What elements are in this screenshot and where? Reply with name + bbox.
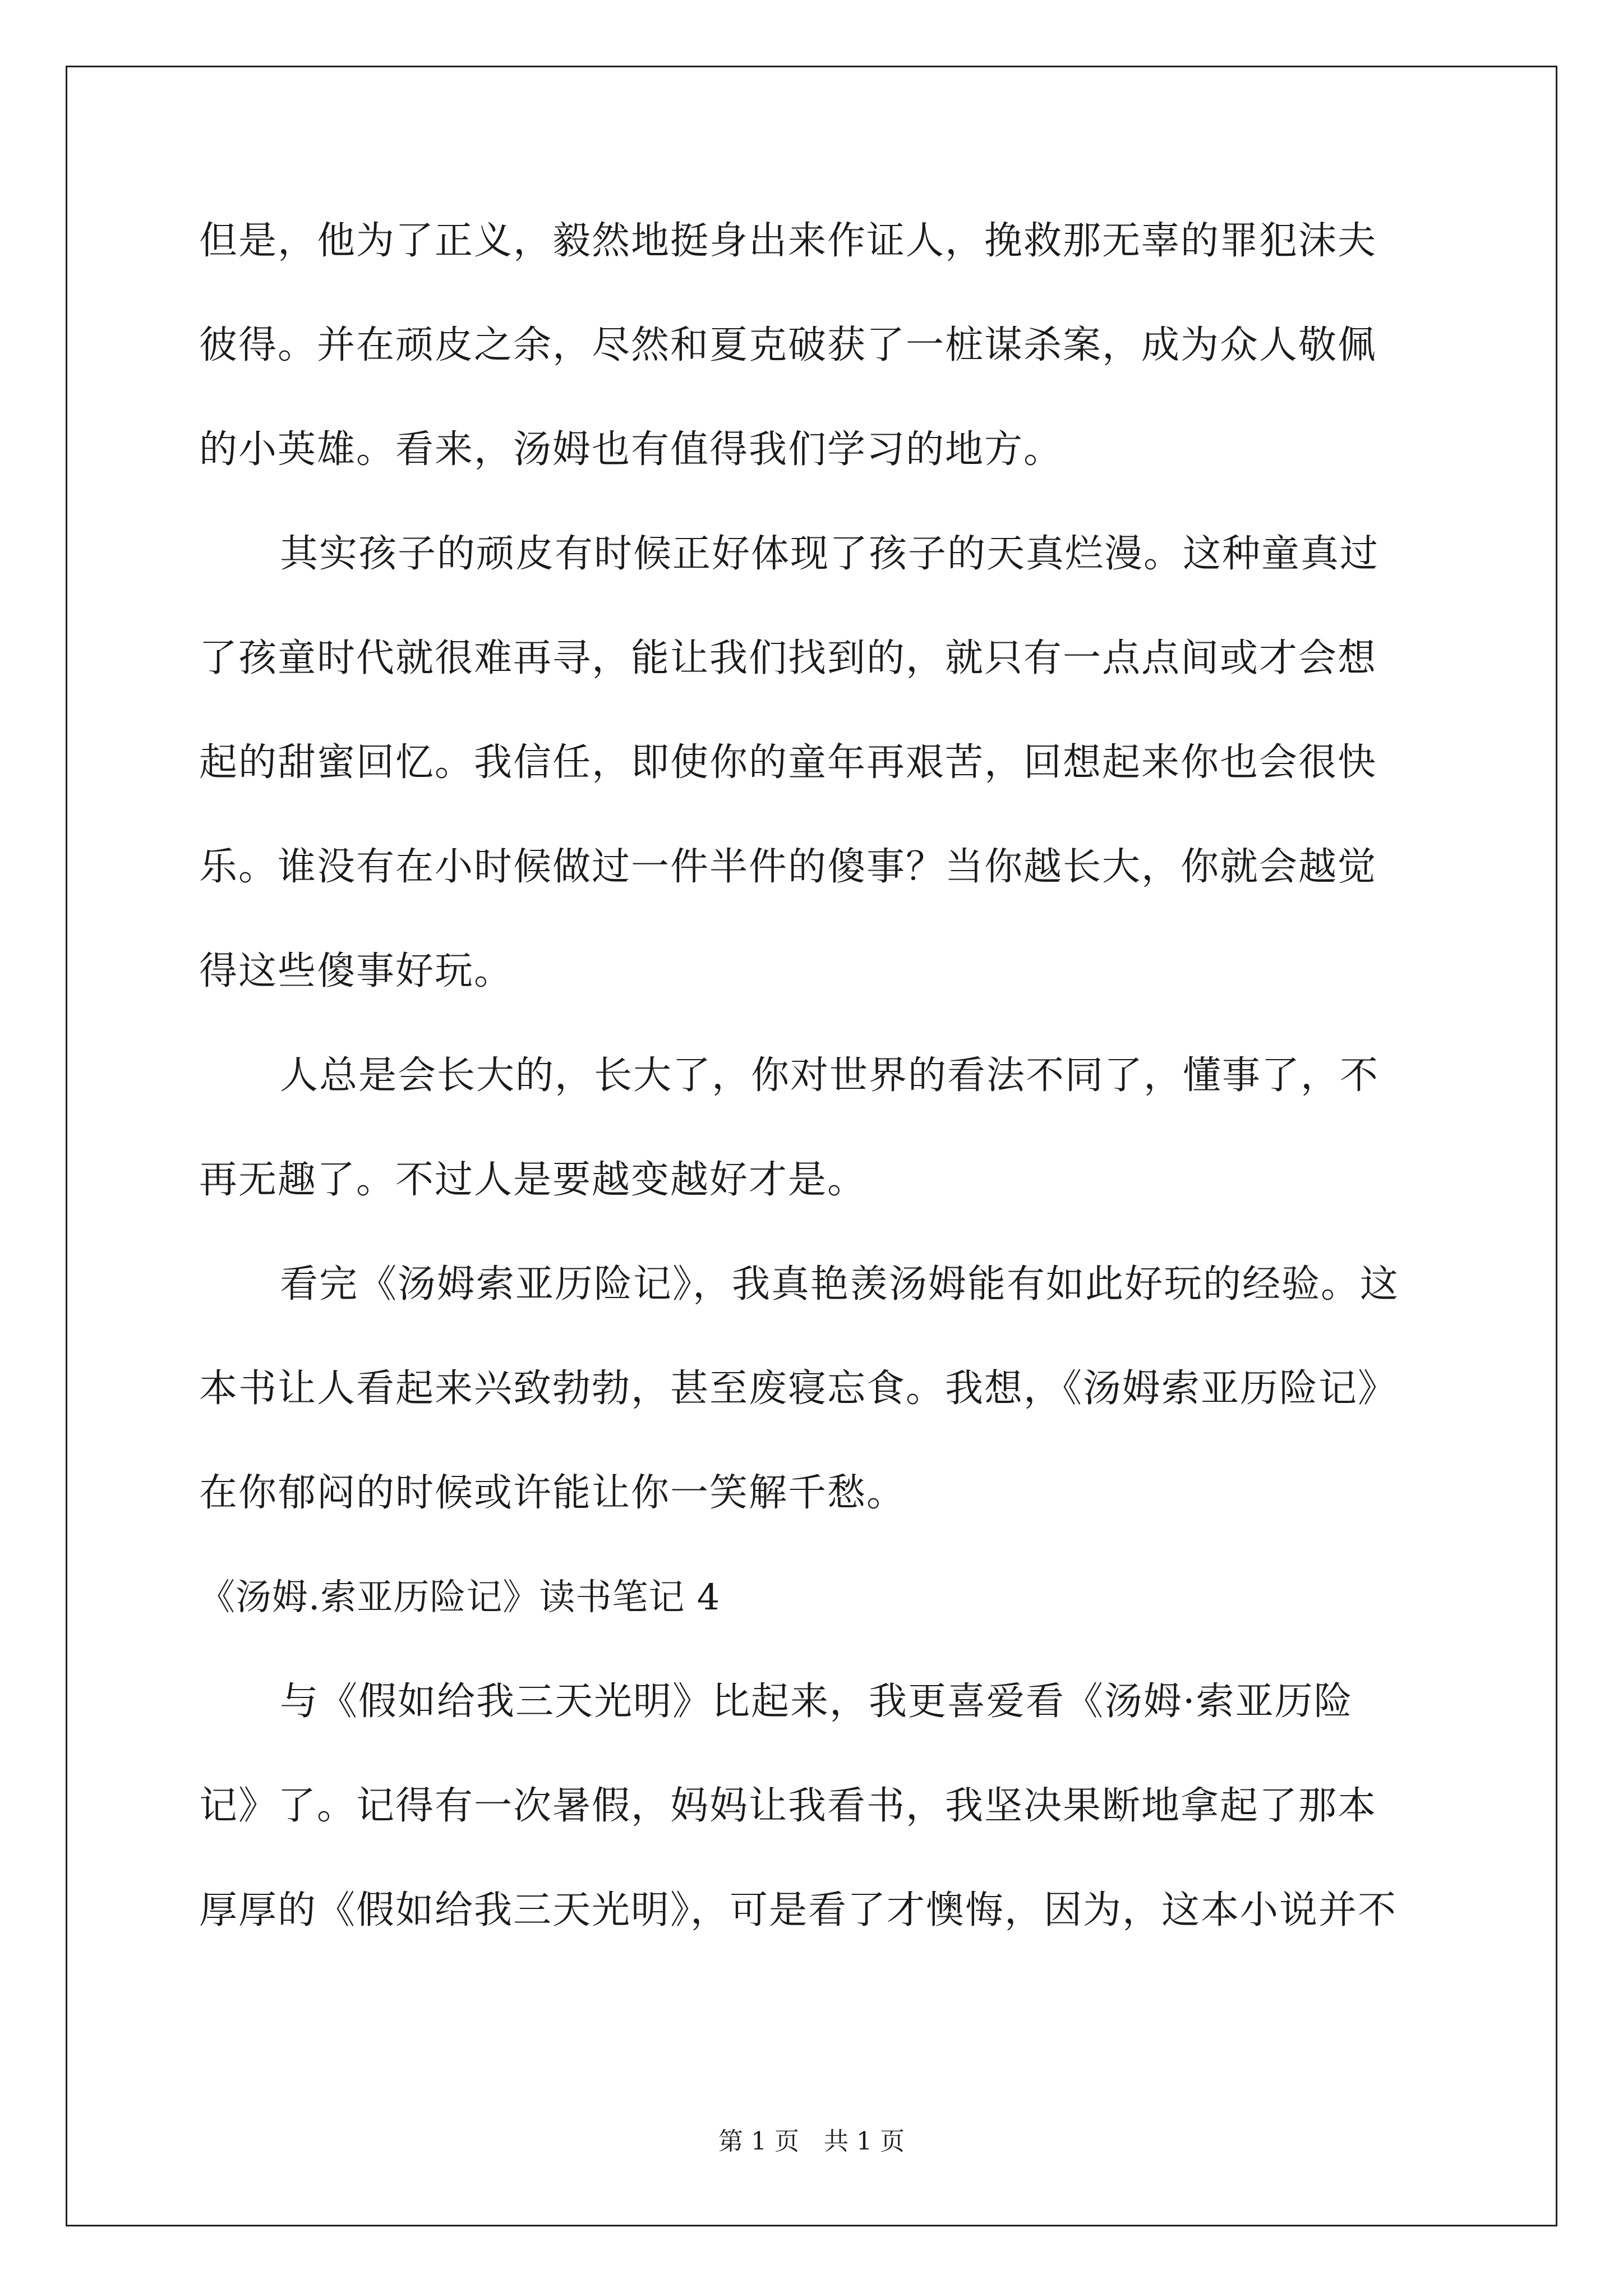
text-line: 得这些傻事好玩。 <box>199 949 514 993</box>
paragraph-first-line: 与《假如给我三天光明》比起来，我更喜爱看《汤姆·索亚历险 <box>280 1680 1353 1724</box>
paragraph-first-line: 人总是会长大的，长大了，你对世界的看法不同了，懂事了，不 <box>280 1053 1380 1098</box>
document-body <box>199 216 1427 1990</box>
text-line: 但是，他为了正义，毅然地挺身出来作证人，挽救那无辜的罪犯沫夫 <box>199 219 1377 263</box>
paragraph-first-line: 其实孩子的顽皮有时候正好体现了孩子的天真烂漫。这种童真过 <box>280 532 1380 576</box>
text-line: 彼得。并在顽皮之余，尽然和夏克破获了一桩谋杀案，成为众人敬佩 <box>199 323 1377 367</box>
text-line: 的小英雄。看来，汤姆也有值得我们学习的地方。 <box>199 427 1063 472</box>
page-number-footer: 第 1 页 共 1 页 <box>718 2127 905 2156</box>
text-line: 在你郁闷的时候或许能让你一笑解千愁。 <box>199 1471 906 1515</box>
text-line: 起的甜蜜回忆。我信任，即使你的童年再艰苦，回想起来你也会很快 <box>199 740 1377 785</box>
text-line: 记》了。记得有一次暑假，妈妈让我看书，我坚决果断地拿起了那本 <box>199 1784 1377 1828</box>
paragraph-first-line: 看完《汤姆索亚历险记》，我真艳羡汤姆能有如此好玩的经验。这 <box>280 1262 1400 1306</box>
text-line: 本书让人看起来兴致勃勃，甚至废寝忘食。我想，《汤姆索亚历险记》 <box>199 1366 1398 1411</box>
text-line: 乐。谁没有在小时候做过一件半件的傻事？当你越长大，你就会越觉 <box>199 845 1377 889</box>
text-line: 了孩童时代就很难再寻，能让我们找到的，就只有一点点间或才会想 <box>199 636 1377 680</box>
text-line: 厚厚的《假如给我三天光明》，可是看了才懊悔，因为，这本小说并不 <box>199 1888 1398 1932</box>
text-line: 再无趣了。不过人是要越变越好才是。 <box>199 1158 867 1202</box>
section-heading: 《汤姆.索亚历险记》读书笔记 4 <box>199 1577 721 1618</box>
